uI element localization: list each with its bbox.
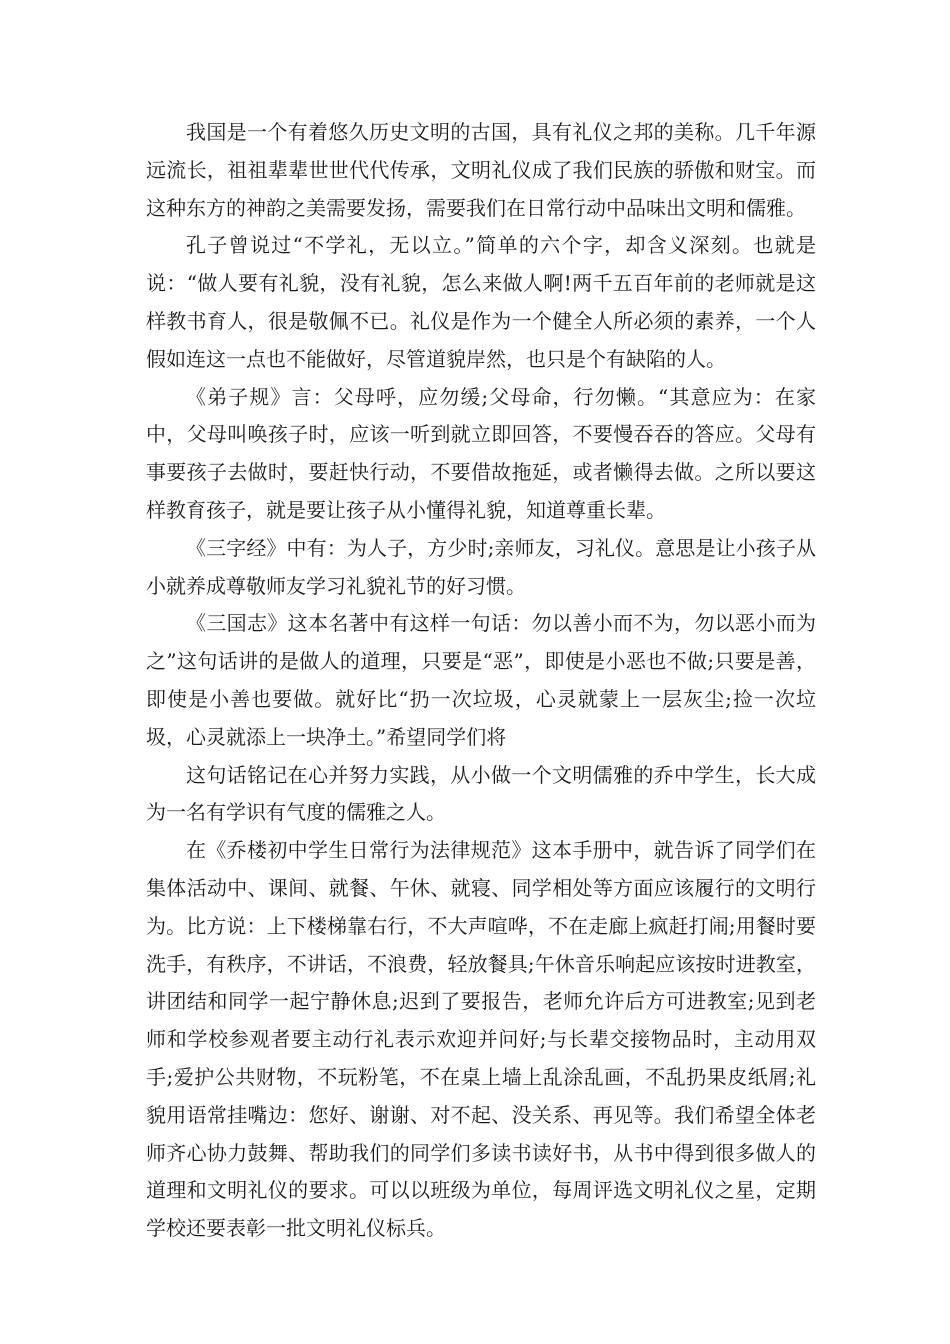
- paragraph-practice: 这句话铭记在心并努力实践，从小做一个文明儒雅的乔中学生，长大成为一名有学识有气度的儒雅之人。: [146, 762, 816, 825]
- paragraph-sanzijing: 《三字经》中有：为人子，方少时;亲师友，习礼仪。意思是让小孩子从小就养成尊敬师友学习礼貌礼节的好习惯。: [146, 535, 816, 598]
- paragraph-confucius: 孔子曾说过“不学礼，无以立。”简单的六个字，却含义深刻。也就是说：“做人要有礼貌，没有礼貌，怎么来做人啊!两千五百年前的老师就是这样教书育人，很是敬佩不已。礼仪是作为一个健全人所必须的素养，一个人假如连这一点也不能做好，尽管道貌岸然，也只是个有缺陷的人。: [146, 233, 816, 371]
- paragraph-dizigui: 《弟子规》言：父母呼，应勿缓;父母命，行勿懒。“其意应为：在家中，父母叫唤孩子时，应该一听到就立即回答，不要慢吞吞的答应。父母有事要孩子去做时，要赶快行动，不要借故拖延，或者懒得去做。之所以要这样教育孩子，就是要让孩子从小懂得礼貌，知道尊重长辈。: [146, 384, 816, 522]
- document-body: [146, 114, 816, 1248]
- paragraph-school-rules: 在《乔楼初中学生日常行为法律规范》这本手册中，就告诉了同学们在集体活动中、课间、就餐、午休、就寝、同学相处等方面应该履行的文明行为。比方说：上下楼梯靠右行，不大声喧哗，不在走廊上疯赶打闹;用餐时要洗手，有秩序，不讲话，不浪费，轻放餐具;午休音乐响起应该按时进教室，讲团结和同学一起宁静休息;迟到了要报告，老师允许后方可进教室;见到老师和学校参观者要主动行礼表示欢迎并问好;与长辈交接物品时，主动用双手;爱护公共财物，不玩粉笔，不在桌上墙上乱涂乱画，不乱扔果皮纸屑;礼貌用语常挂嘴边：您好、谢谢、对不起、没关系、再见等。我们希望全体老师齐心协力鼓舞、帮助我们的同学们多读书读好书，从书中得到很多做人的道理和文明礼仪的要求。可以以班级为单位，每周评选文明礼仪之星，定期学校还要表彰一批文明礼仪标兵。: [146, 838, 816, 1241]
- paragraph-sanguozhi: 《三国志》这本名著中有这样一句话：勿以善小而不为，勿以恶小而为之”这句话讲的是做人的道理，只要是“恶”，即使是小恶也不做;只要是善，即使是小善也要做。就好比“扔一次垃圾，心灵就蒙上一层灰尘;捡一次垃圾，心灵就添上一块净土。”希望同学们将: [146, 611, 816, 749]
- paragraph-intro: 我国是一个有着悠久历史文明的古国，具有礼仪之邦的美称。几千年源远流长，祖祖辈辈世世代代传承，文明礼仪成了我们民族的骄傲和财宝。而这种东方的神韵之美需要发扬，需要我们在日常行动中品味出文明和儒雅。: [146, 120, 816, 220]
